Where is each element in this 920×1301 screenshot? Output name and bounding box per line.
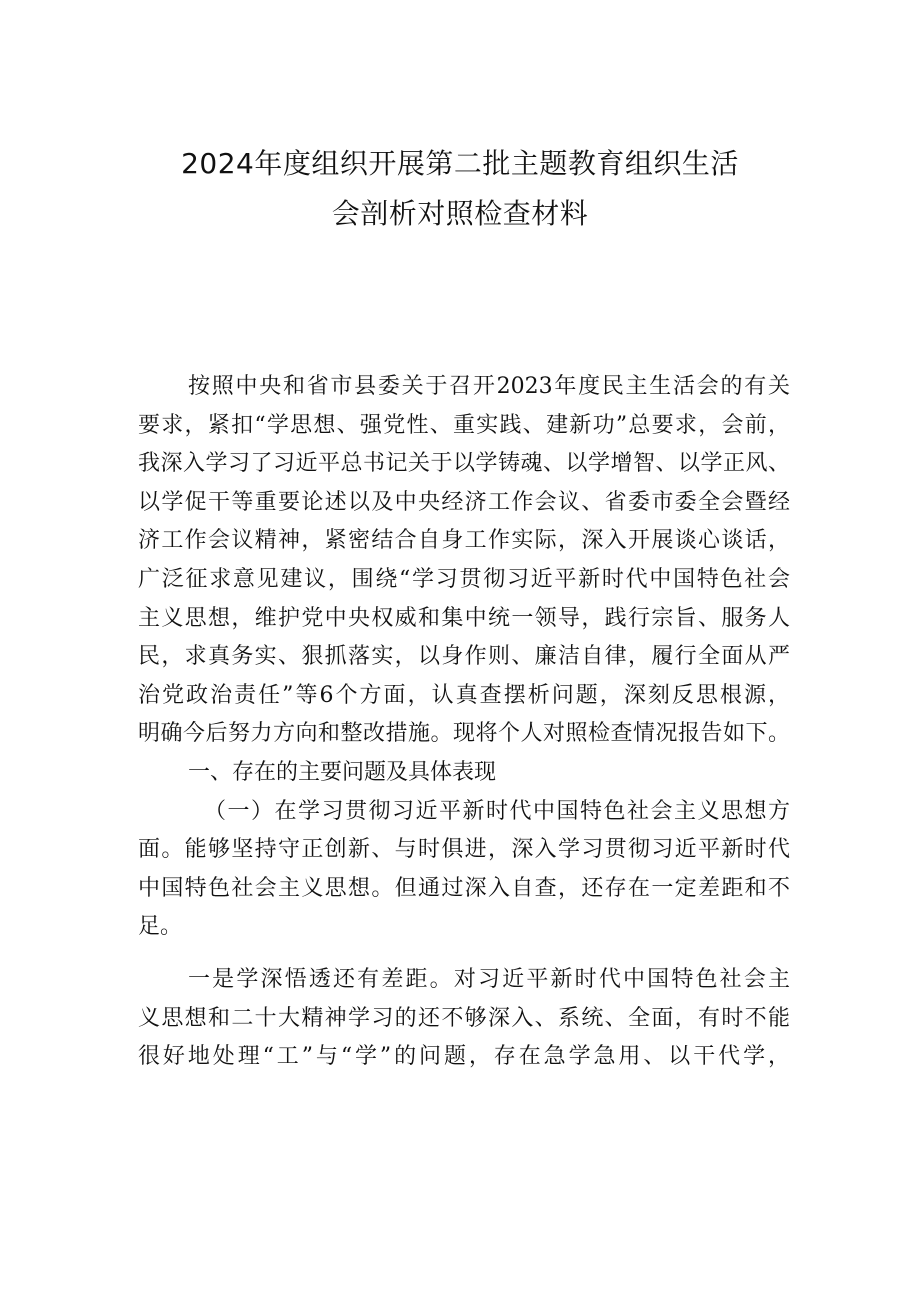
text-line: 义思想和二十大精神学习的还不够深入、系统、全面，有时不能 <box>138 1005 790 1031</box>
text-line: 按照中央和省市县委关于召开2023年度民主生活会的有关 <box>188 374 790 399</box>
point-paragraph <box>138 961 790 1077</box>
text-line: 以学促干等重要论述以及中央经济工作会议、省委市委全会暨经 <box>138 489 790 515</box>
text-line: 我深入学习了习近平总书记关于以学铸魂、以学增智、以学正风、 <box>138 451 790 477</box>
section-heading: 一、存在的主要问题及具体表现 <box>188 759 497 785</box>
text-line: 广泛征求意见建议，围绕“学习贯彻习近平新时代中国特色社会 <box>138 566 790 592</box>
text-line: 足。 <box>138 914 183 940</box>
text-line: 中国特色社会主义思想。但通过深入自查，还存在一定差距和不 <box>138 875 790 901</box>
intro-paragraph <box>138 368 790 754</box>
document-body <box>138 368 790 1077</box>
text-line: 要求，紧扣“学思想、强党性、重实践、建新功”总要求，会前， <box>138 412 790 438</box>
text-line: 治党政治责任”等6个方面，认真查摆析问题，深刻反思根源， <box>138 682 790 708</box>
document-title-line-2: 会剖析对照检查材料 <box>331 197 589 230</box>
paragraph-spacer <box>138 947 790 961</box>
document-title-line-1: 2024年度组织开展第二批主题教育组织生活 <box>181 147 739 180</box>
subsection-paragraph <box>138 793 790 947</box>
text-line: 主义思想，维护党中央权威和集中统一领导，践行宗旨、服务人 <box>138 605 790 631</box>
text-line: 明确今后努力方向和整改措施。现将个人对照检查情况报告如下。 <box>138 721 790 747</box>
text-line: （一）在学习贯彻习近平新时代中国特色社会主义思想方 <box>204 798 790 824</box>
text-line: 济工作会议精神，紧密结合自身工作实际，深入开展谈心谈话， <box>138 528 790 554</box>
text-line: 一是学深悟透还有差距。对习近平新时代中国特色社会主 <box>188 966 790 992</box>
text-line: 民，求真务实、狠抓落实，以身作则、廉洁自律，履行全面从严 <box>138 644 790 670</box>
text-line: 很好地处理“工”与“学”的问题，存在急学急用、以干代学， <box>138 1044 790 1070</box>
text-line: 面。能够坚持守正创新、与时俱进，深入学习贯彻习近平新时代 <box>138 837 790 863</box>
